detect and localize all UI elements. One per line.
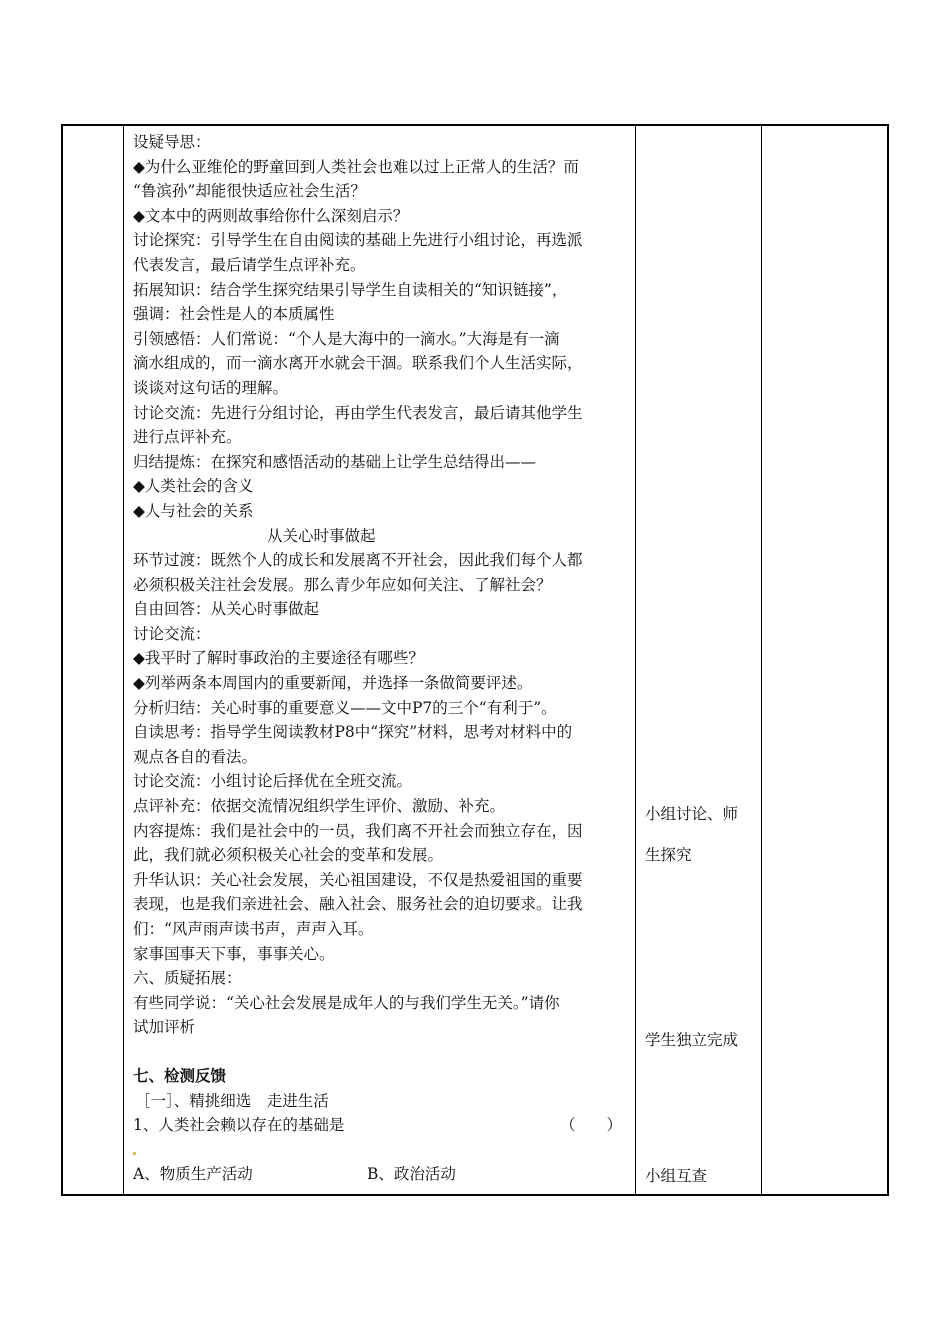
content-line: 自读思考：指导学生阅读教材P8中“探究”材料，思考对材料中的 — [133, 723, 573, 742]
content-line: 必须积极关注社会发展。那么青少年应如何关注、了解社会？ — [133, 575, 552, 594]
stray-mark-line — [133, 1138, 633, 1163]
question-1-options — [133, 1162, 633, 1187]
content-line: 有些同学说：“关心社会发展是成年人的与我们学生无关。”请你 — [133, 993, 560, 1012]
heading-check-feedback: 七、检测反馈 — [133, 1066, 227, 1085]
note-group-discussion-1: 小组讨论、师 — [645, 805, 739, 823]
content-line: ◆为什么亚维伦的野童回到人类社会也难以过上正常人的生活？而 — [133, 157, 579, 176]
note-group-discussion-2: 生探究 — [645, 846, 692, 864]
content-line: 自由回答：从关心时事做起 — [133, 600, 320, 619]
content-line: 分析归结：关心时事的重要意义——文中P7的三个“有利于”。 — [133, 698, 557, 717]
spacer — [133, 1040, 633, 1064]
content-line: ◆文本中的两则故事给你什么深刻启示？ — [133, 206, 409, 225]
section-title: 从关心时事做起 — [267, 526, 376, 545]
question-1-text: 1、人类社会赖以存在的基础是 — [133, 1116, 345, 1135]
content-line: 讨论交流： — [133, 624, 211, 643]
content-line: ◆我平时了解时事政治的主要途径有哪些？ — [133, 649, 424, 668]
content-line: 讨论交流：先进行分组讨论，再由学生代表发言，最后请其他学生 — [133, 403, 583, 422]
content-line: 们：“风声雨声读书声，声声入耳。 — [133, 920, 374, 938]
note-peer-check: 小组互查 — [645, 1167, 708, 1185]
content-line: 点评补充：依据交流情况组织学生评价、激励、补充。 — [133, 797, 506, 816]
content-line: 谈谈对这句话的理解。 — [133, 378, 289, 397]
content-line: 试加评析 — [133, 1018, 196, 1037]
content-line: 引领感悟：人们常说：“个人是大海中的一滴水。”大海是有一滴 — [133, 329, 560, 348]
content-line: 内容提炼：我们是社会中的一员，我们离不开社会而独立存在，因 — [133, 821, 583, 840]
content-line: 六、质疑拓展： — [133, 969, 242, 988]
content-line: ◆人与社会的关系 — [133, 501, 254, 520]
content-line: 滴水组成的，而一滴水离开水就会干涸。联系我们个人生活实际， — [133, 354, 583, 373]
question-1 — [133, 1113, 633, 1138]
content-line: 升华认识：关心社会发展，关心祖国建设，不仅是热爱祖国的重要 — [133, 870, 583, 889]
stray-mark — [133, 1152, 136, 1155]
content-line: 进行点评补充。 — [133, 428, 242, 447]
content-line: ◆列举两条本周国内的重要新闻，并选择一条做简要评述。 — [133, 674, 533, 693]
content-line: ◆人类社会的含义 — [133, 477, 254, 496]
content-line: 设疑导思： — [133, 133, 211, 151]
column-divider — [635, 126, 636, 1194]
column-divider — [761, 126, 762, 1194]
content-line: 观点各自的看法。 — [133, 747, 258, 766]
answer-bracket: （ ） — [560, 1116, 623, 1135]
content-line: 讨论探究：引导学生在自由阅读的基础上先进行小组讨论，再选派 — [133, 231, 583, 250]
content-line: “鲁滨孙”却能很快适应社会生活？ — [133, 182, 366, 201]
content-line: 环节过渡：既然个人的成长和发展离不开社会，因此我们每个人都 — [133, 551, 583, 570]
sub-heading: ［一］、精挑细选 走进生活 — [135, 1091, 329, 1110]
content-line: 讨论交流：小组讨论后择优在全班交流。 — [133, 772, 413, 791]
content-line: 拓展知识：结合学生探究结果引导学生自读相关的“知识链接”， — [133, 280, 568, 299]
lesson-table — [61, 124, 889, 1196]
column-divider — [123, 126, 124, 1194]
option-b: B、政治活动 — [367, 1165, 456, 1184]
note-independent: 学生独立完成 — [645, 1031, 739, 1049]
content-line: 归结提炼：在探究和感悟活动的基础上让学生总结得出—— — [133, 452, 537, 471]
content-line: 家事国事天下事，事事关心。 — [133, 944, 335, 963]
content-line: 代表发言，最后请学生点评补充。 — [133, 255, 366, 274]
content-line: 表现，也是我们亲进社会、融入社会、服务社会的迫切要求。让我 — [133, 895, 583, 914]
content-line: 强调：社会性是人的本质属性 — [133, 305, 335, 324]
teaching-content-column — [133, 130, 633, 1187]
option-a: A、物质生产活动 — [133, 1165, 253, 1184]
content-line: 此，我们就必须积极关心社会的变革和发展。 — [133, 846, 444, 865]
